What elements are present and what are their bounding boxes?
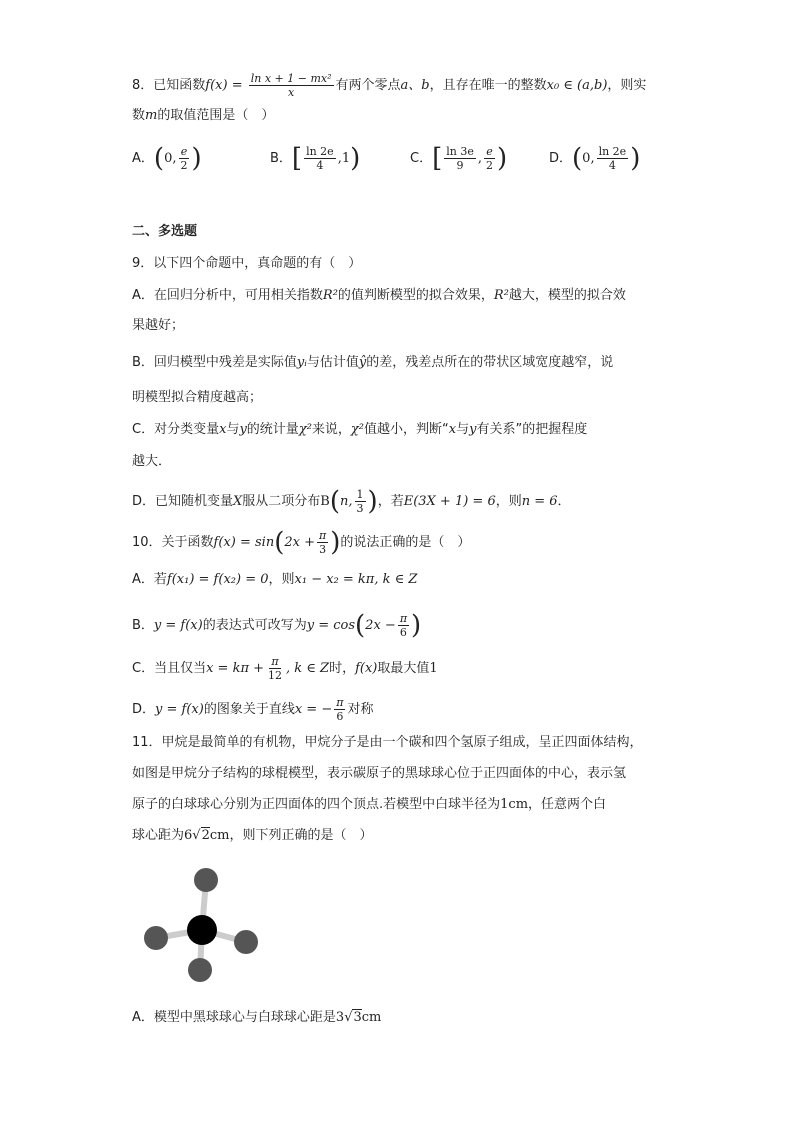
math-coef: 3	[335, 1010, 345, 1025]
q8-stem-b: 有两个零点	[335, 78, 401, 93]
q9-option-d[interactable]: D．已知随机变量X服从二项分布B(n, $\frac{1}{3}$ )，若E(3X + 1) = 6，则n = 6．	[132, 486, 571, 517]
q8-func: f(x) =	[205, 78, 243, 93]
q8-stem: 8．已知函数	[132, 78, 206, 93]
option-text: ,1	[337, 151, 351, 166]
math-sqrt: 3	[353, 1010, 362, 1025]
text: C．对分类变量	[132, 422, 220, 437]
text: ，则下列正确的是（ ）	[229, 828, 373, 843]
hydrogen-ball-left	[144, 926, 168, 950]
section-heading: 二、多选题	[132, 224, 198, 239]
text: ，任意两个白	[528, 797, 607, 812]
text: C．当且仅当	[132, 661, 207, 676]
text: 服从二项分布	[242, 494, 321, 509]
text: A．模型中黑球球心与白球球心距是	[132, 1010, 336, 1025]
text: D．已知随机变量	[132, 494, 234, 509]
q10-option-a[interactable]	[132, 570, 417, 590]
frac-den: 3	[319, 543, 327, 556]
text: B．回归模型中残差是实际值	[132, 355, 297, 370]
math-arg: 2x −	[365, 618, 396, 633]
text: A．若	[132, 572, 167, 587]
frac-num: π	[319, 529, 327, 542]
frac-den: 9	[456, 159, 464, 172]
math-expr: y = f(x)	[153, 618, 203, 633]
text: ．	[557, 494, 571, 509]
math-n: n,	[340, 494, 353, 509]
text: B．	[132, 618, 154, 633]
text: A．在回归分析中，可用相关指数	[132, 288, 323, 303]
hydrogen-ball-top	[194, 868, 218, 892]
frac-one-third	[355, 488, 366, 515]
paren-left: (	[572, 143, 583, 174]
option-comma: ,	[477, 151, 482, 166]
q8-ab: a、b	[400, 78, 430, 93]
text: 有关系”的把握程度	[476, 422, 588, 437]
q11-line2: 如图是甲烷分子结构的球棍模型，表示碳原子的黑球球心位于正四面体的中心，表示氢	[132, 766, 627, 781]
text: D．	[132, 702, 156, 717]
q8-stem-c: ，且存在唯一的整数	[429, 78, 547, 93]
option-text: 0,	[582, 151, 595, 166]
text: 的图象关于直线	[203, 702, 295, 717]
frac-den: 3	[356, 502, 364, 515]
q10-option-c[interactable]	[132, 655, 438, 682]
text: 的说法正确的是（ ）	[340, 535, 471, 550]
q10-stem: 10．关于函数f(x) = sin(2x + $\frac{\pi}{3}$ )的说法正确的是（ ）	[132, 527, 471, 558]
text: 值越小，判断“	[364, 422, 449, 437]
text: 的值判断模型的拟合效果，	[337, 288, 494, 303]
q10-option-d[interactable]	[132, 696, 373, 723]
math-expr: x₁ − x₂ = kπ, k ∈ Z	[294, 572, 418, 587]
math-expr: , k ∈ Z	[286, 661, 330, 676]
math-x: x	[219, 422, 227, 437]
math-expr: y = cos	[306, 618, 356, 633]
math-coef: 6	[184, 828, 193, 843]
math-y: y	[239, 422, 247, 437]
text: 与估计值	[306, 355, 359, 370]
q10-option-b[interactable]: B．y = f(x)的表达式可改写为y = cos(2x − $\frac{\pi}{6}$ )	[132, 610, 422, 641]
math-expr: f(x₁) = f(x₂) = 0	[166, 572, 269, 587]
paren-right: )	[350, 143, 361, 174]
option-frac	[178, 145, 189, 172]
frac-pi-12	[266, 655, 284, 682]
option-frac	[597, 145, 629, 172]
math-chi2: χ²	[298, 422, 312, 437]
frac-num: ln 3e	[446, 145, 474, 158]
text: 与	[456, 422, 470, 437]
math-y: y	[469, 422, 477, 437]
text: 对称	[347, 702, 374, 717]
frac-num: ln 2e	[598, 145, 627, 158]
text: ，则	[268, 572, 295, 587]
text: 原子的白球球心分别为正四面体的四个顶点.若模型中白球半径为	[132, 797, 501, 812]
math-expectation: E(3X + 1) = 6	[403, 494, 496, 509]
math-B: B	[320, 494, 330, 509]
math-sqrt: 2	[201, 828, 210, 843]
frac-num: e	[486, 145, 493, 158]
q9-option-c-line1[interactable]	[132, 420, 587, 440]
q8-line2-a: 数	[132, 108, 146, 123]
frac-den: 6	[399, 626, 407, 639]
q11-line4: 球心距为6√2cm，则下列正确的是（ ）	[132, 828, 373, 843]
text: 的统计量	[246, 422, 299, 437]
q9-option-c-line2: 越大．	[132, 454, 172, 469]
q8-line2-b: 的取值范围是（ ）	[157, 108, 275, 123]
option-label: D．	[549, 151, 573, 166]
q8-m: m	[145, 108, 158, 123]
frac-num: π	[271, 655, 279, 668]
math-arg: 2x +	[284, 535, 315, 550]
q8-line2	[132, 106, 274, 126]
frac-num: 1	[356, 488, 364, 501]
text: 球心距为	[132, 828, 185, 843]
frac-num: ln 2e	[306, 145, 334, 158]
text: 越大，模型的拟合效	[508, 288, 626, 303]
q8-frac-den: x	[288, 86, 295, 99]
option-frac	[444, 145, 476, 172]
frac-pi-6	[334, 696, 345, 723]
math-yi: yᵢ	[296, 355, 307, 370]
option-label: A．	[132, 151, 154, 166]
q9-stem: 9．以下四个命题中，真命题的有（ ）	[132, 256, 362, 271]
q9-option-a-line1[interactable]	[132, 286, 626, 306]
bracket-left: [	[291, 143, 303, 174]
methane-model-figure	[132, 860, 272, 990]
q11-line1: 11．甲烷是最简单的有机物，甲烷分子是由一个碳和四个氢原子组成，呈正四面体结构，	[132, 735, 643, 750]
math-unit: cm	[209, 828, 230, 843]
frac-num: π	[399, 612, 408, 625]
text: 时，	[329, 661, 356, 676]
frac-den: 6	[336, 710, 344, 723]
frac-den: 12	[268, 669, 283, 682]
frac-pi-3	[317, 529, 328, 556]
math-x: x	[448, 422, 457, 437]
frac-den: 4	[316, 159, 324, 172]
math-func: f(x) = sin	[213, 535, 275, 550]
q8-option-b[interactable]	[270, 145, 360, 172]
hydrogen-ball-bottom	[188, 958, 212, 982]
math-n6: n = 6	[521, 494, 558, 509]
text: 来说，	[311, 422, 351, 437]
frac-num: π	[336, 696, 344, 709]
q8-option-d[interactable]	[549, 145, 640, 172]
paren-left: (	[153, 143, 165, 174]
q8-x0: x₀ ∈ (a,b)	[546, 78, 608, 93]
math-expr: x = −	[294, 702, 333, 717]
frac-den: 4	[608, 159, 616, 172]
frac-pi-6	[398, 612, 409, 639]
carbon-ball	[187, 915, 217, 945]
option-frac-2	[484, 145, 495, 172]
hydrogen-ball-right	[234, 930, 258, 954]
math-expr: f(x)	[355, 661, 378, 676]
math-expr: y = f(x)	[155, 702, 204, 717]
q11-option-a[interactable]: A．模型中黑球球心与白球球心距是3√3cm	[132, 1010, 382, 1025]
q8-line1	[132, 72, 646, 99]
math-expr: x = kπ +	[206, 661, 265, 676]
paren-right: )	[191, 143, 202, 174]
text: 的差，残差点所在的带状区域宽度越窄，说	[366, 355, 614, 370]
math-chi2: χ²	[350, 422, 365, 437]
option-frac	[304, 145, 336, 172]
math-r2: R²	[493, 288, 509, 303]
q8-option-a[interactable]	[132, 145, 202, 172]
q9-option-b-line2: 明模型拟合精度越高；	[132, 390, 263, 405]
q8-frac-num: ln x + 1 − mx²	[250, 72, 332, 85]
frac-num: e	[180, 145, 188, 158]
bracket-left: [	[432, 143, 443, 174]
text: 10．关于函数	[132, 535, 214, 550]
option-text: 0,	[164, 151, 177, 166]
text: ，则	[495, 494, 522, 509]
text: 的表达式可改写为	[202, 618, 307, 633]
paren-right: )	[630, 143, 641, 174]
text: ，若	[377, 494, 404, 509]
math-radius: 1cm	[500, 797, 529, 812]
text: 与	[226, 422, 240, 437]
q9-option-b-line1[interactable]	[132, 353, 613, 373]
option-label: C．	[410, 151, 433, 166]
text: 取最大值	[377, 661, 430, 676]
math-one: 1	[429, 661, 438, 676]
option-label: B．	[270, 151, 292, 166]
paren-right: )	[496, 143, 508, 174]
q9-option-a-line2: 果越好；	[132, 318, 185, 333]
frac-den: 2	[180, 159, 188, 172]
q11-line3	[132, 795, 606, 815]
q8-stem-d: ，则实	[607, 78, 647, 93]
math-unit: cm	[361, 1010, 382, 1025]
frac-den: 2	[485, 159, 493, 172]
math-r2: R²	[322, 288, 338, 303]
q8-option-c[interactable]	[410, 145, 507, 172]
q8-fraction	[249, 72, 334, 99]
math-yhat: ŷ	[358, 355, 367, 370]
math-X: X	[233, 494, 243, 509]
